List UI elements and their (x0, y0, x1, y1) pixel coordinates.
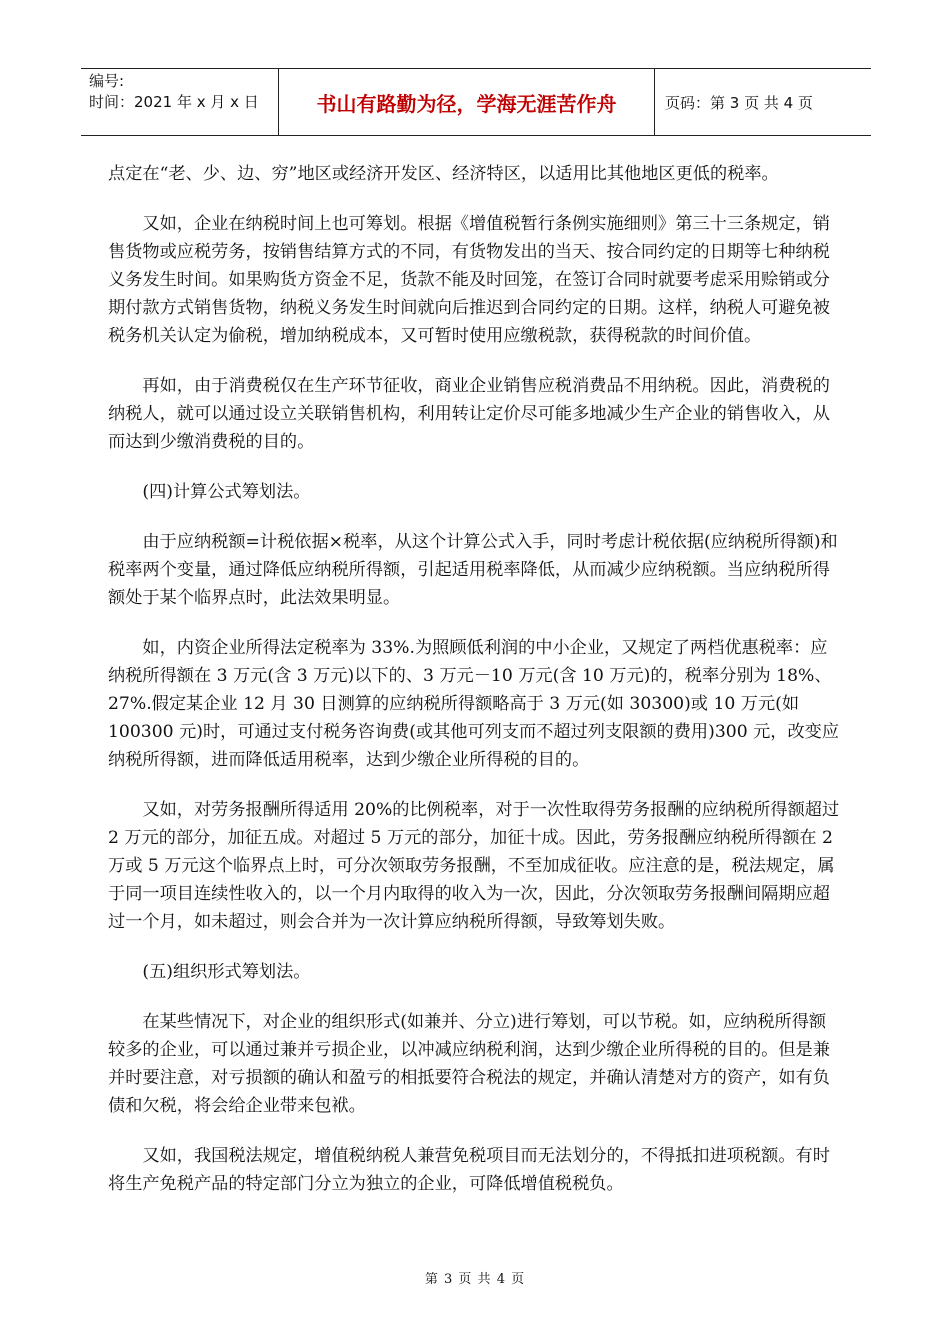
header-meta (81, 69, 279, 135)
paragraph: 由于应纳税额=计税依据×税率，从这个计算公式入手，同时考虑计税依据(应纳税所得额)和税率两个变量，通过降低应纳税所得额，引起适用税率降低，从而减少应纳税额。当应纳税所得额处于某个临界点时，此法效果明显。 (108, 532, 838, 608)
paragraph: 在某些情况下，对企业的组织形式(如兼并、分立)进行筹划，可以节税。如，应纳税所得额较多的企业，可以通过兼并亏损企业，以冲减应纳税利润，达到少缴企业所得税的目的。但是兼并时要注意，对亏损额的确认和盈亏的相抵要符合税法的规定，并确认清楚对方的资产，如有负债和欠税，将会给企业带来包袱。 (108, 1012, 830, 1116)
header-motto: 书山有路勤为径，学海无涯苦作舟 (279, 69, 655, 135)
paragraph: 如，内资企业所得法定税率为 33%.为照顾低利润的中小企业，又规定了两档优惠税率：应纳税所得额在 3 万元(含 3 万元)以下的、3 万元－10 万元(含 10 万元)的，税率分别为 18%、27%.假定某企业 12 月 30 日测算的应纳税所得额略高于 3 万元(如 30300)或 10 万元(如 100300 元)时，可通过支付税务咨询费(或其他可列支而不超过列支限额的费用)300 元，改变应纳税所得额，进而降低适用税率，达到少缴企业所得税的目的。 (108, 638, 840, 770)
document-date-label: 时间：2021 年 x 月 x 日 (89, 93, 259, 111)
section-heading: (五)组织形式筹划法。 (142, 962, 311, 982)
paragraph-continuation: 点定在“老、少、边、穷”地区或经济开发区、经济特区，以适用比其他地区更低的税率。 (108, 164, 779, 184)
header-page-number: 页码：第 3 页 共 4 页 (665, 93, 813, 112)
section-heading: (四)计算公式筹划法。 (142, 482, 311, 502)
paragraph: 又如，对劳务报酬所得适用 20%的比例税率，对于一次性取得劳务报酬的应纳税所得额超过 2 万元的部分，加征五成。对超过 5 万元的部分，加征十成。因此，劳务报酬应纳税所得额在 2 万或 5 万元这个临界点上时，可分次领取劳务报酬，不至加成征收。应注意的是，税法规定，属于同一项目连续性收入的，以一个月内取得的收入为一次，因此，分次领取劳务报酬间隔期应超过一个月，如未超过，则会合并为一次计算应纳税所得额，导致筹划失败。 (108, 800, 840, 932)
document-number-label: 编号: (89, 72, 125, 90)
paragraph: 又如，企业在纳税时间上也可筹划。根据《增值税暂行条例实施细则》第三十三条规定，销售货物或应税劳务，按销售结算方式的不同，有货物发出的当天、按合同约定的日期等七种纳税义务发生时间。如果购货方资金不足，货款不能及时回笼，在签订合同时就要考虑采用赊销或分期付款方式销售货物，纳税义务发生时间就向后推迟到合同约定的日期。这样，纳税人可避免被税务机关认定为偷税，增加纳税成本，又可暂时使用应缴税款，获得税款的时间价值。 (108, 214, 830, 346)
document-header (81, 68, 871, 136)
page-footer: 第 3 页 共 4 页 (424, 1272, 526, 1287)
paragraph: 再如，由于消费税仅在生产环节征收，商业企业销售应税消费品不用纳税。因此，消费税的纳税人，就可以通过设立关联销售机构，利用转让定价尽可能多地减少生产企业的销售收入，从而达到少缴消费税的目的。 (108, 376, 830, 452)
paragraph: 又如，我国税法规定，增值税纳税人兼营免税项目而无法划分的，不得抵扣进项税额。有时将生产免税产品的特定部门分立为独立的企业，可降低增值税税负。 (108, 1146, 830, 1194)
document-body (108, 160, 842, 1220)
